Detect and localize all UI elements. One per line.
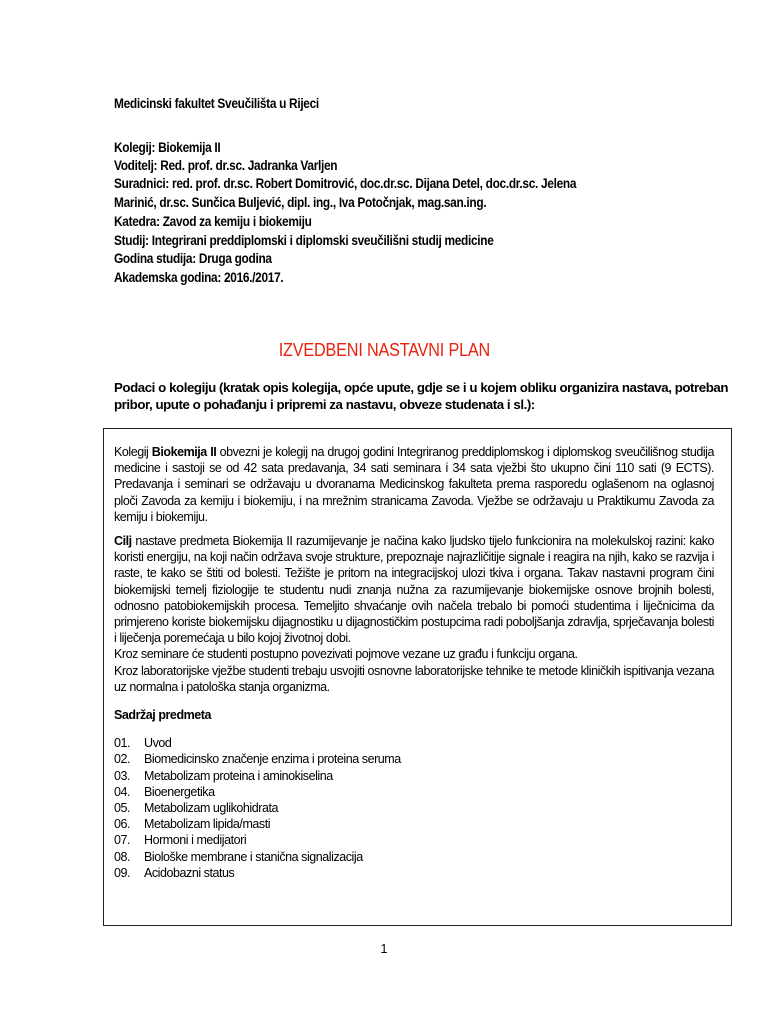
list-item: [114, 800, 714, 816]
item-number: 01.: [114, 736, 131, 751]
institution-heading: Medicinski fakultet Sveučilišta u Rijeci: [114, 96, 319, 111]
item-text: Uvod: [144, 736, 172, 751]
goal-paragraph: [114, 533, 714, 646]
course-description-content: [114, 444, 714, 881]
goal-label: Cilj: [114, 534, 132, 549]
list-item: [114, 735, 714, 751]
course-description-box: [103, 428, 732, 926]
description-paragraph: [114, 444, 714, 525]
item-text: Hormoni i medijatori: [144, 833, 247, 848]
plan-title: [0, 340, 768, 361]
item-text: Bioenergetika: [144, 784, 215, 799]
course-name: Biokemija II: [151, 445, 217, 459]
list-item: [114, 751, 714, 767]
item-text: Acidobazni status: [144, 865, 235, 880]
course-info-line: Studij: Integrirani preddiplomski i diplomski sveučilišni studij medicine: [114, 233, 494, 248]
item-number: 03.: [114, 768, 131, 783]
item-number: 09.: [114, 865, 131, 880]
plan-title-text: IZVEDBENI NASTAVNI PLAN: [278, 340, 490, 360]
text-span: Kolegij: [114, 445, 152, 459]
course-info-line: Suradnici: red. prof. dr.sc. Robert Domitrović, doc.dr.sc. Dijana Detel, doc.dr.sc. Jelena: [114, 176, 577, 191]
seminar-paragraph: Kroz seminare će studenti postupno povezivati pojmove vezane uz građu i funkciju organa.: [114, 647, 578, 662]
item-text: Biomedicinsko značenje enzima i proteina seruma: [144, 752, 401, 767]
list-item: [114, 865, 714, 881]
text-span: nastave predmeta Biokemija II razumijevanje je načina kako ljudsko tijelo funkcionira na molekulskoj razini: kako koristi energiju, na koji način održava svoje strukture, prepoznaje najrazličitije signale i reagira na njih, kako se razvija i raste, te kako se štiti od bolesti. Težište je pritom na integracijskoj ulozi tkiva i organa. Takav nastavni program čini biokemijski temelj fiziologije te studentu nudi znanja nužna za razumijevanje biokemijske osnove brojnih bolesti, odnosno patobiokemijskih procesa. Temeljito shvaćanje ovih načela trebalo bi pomoći studentima i liječnicima da primjereno koriste biokemijsku dijagnostiku u dijagnostičkim postupcima radi poboljšanja zdravlja, sprječavanja bolesti i liječenja poremećaja u bilo kojoj životnoj dobi.: [114, 534, 714, 646]
intro-text: Podaci o kolegiju (kratak opis kolegija, opće upute, gdje se i u kojem obliku organizira nastava, potreban pribor, upute o pohađanju i pripremi za nastavu, obveze studenata i sl.):: [114, 380, 728, 412]
course-info-line: Voditelj: Red. prof. dr.sc. Jadranka Varljen: [114, 158, 338, 173]
item-number: 06.: [114, 817, 131, 832]
item-text: Biološke membrane i stanična signalizacija: [144, 849, 363, 864]
item-number: 02.: [114, 752, 131, 767]
course-info-line: Akademska godina: 2016./2017.: [114, 270, 284, 285]
course-info-line: Marinić, dr.sc. Sunčica Buljević, dipl. ing., Iva Potočnjak, mag.san.ing.: [114, 195, 487, 210]
item-text: Metabolizam lipida/masti: [144, 817, 271, 832]
content-list: [114, 735, 714, 881]
course-info-line: Godina studija: Druga godina: [114, 251, 272, 266]
item-number: 07.: [114, 833, 131, 848]
item-number: 05.: [114, 801, 131, 816]
list-item: [114, 849, 714, 865]
item-number: 04.: [114, 784, 131, 799]
list-item: [114, 784, 714, 800]
page-number: 1: [380, 942, 388, 956]
list-item: [114, 768, 714, 784]
text-span: obvezni je kolegij na drugoj godini Integriranog preddiplomskog i diplomskog sveučilišnog studija medicine i sastoji se od 42 sata predavanja, 34 sati seminara i 34 sata vježbi što ukupno čini 110 sati (9 ECTS). Predavanja i seminari se održavaju u dvoranama Medicinskog fakulteta prema rasporedu oglašenom na oglasnoj ploči Zavoda za kemiju i biokemiju, i na mrežnim stranicama Zavoda. Vježbe se održavaju u Praktikumu Zavoda za kemiju i biokemiju.: [114, 445, 714, 524]
item-text: Metabolizam uglikohidrata: [144, 801, 278, 816]
course-info-line: Kolegij: Biokemija II: [114, 140, 221, 155]
list-item: [114, 816, 714, 832]
course-info-line: Katedra: Zavod za kemiju i biokemiju: [114, 214, 312, 229]
list-item: [114, 832, 714, 848]
content-section-title: Sadržaj predmeta: [114, 708, 212, 723]
item-number: 08.: [114, 849, 131, 864]
item-text: Metabolizam proteina i aminokiselina: [144, 768, 333, 783]
lab-paragraph: Kroz laboratorijske vježbe studenti trebaju usvojiti osnovne laboratorijske tehnike te metode kliničkih ispitivanja vezana uz normalna i patološka stanja organizma.: [114, 663, 714, 694]
